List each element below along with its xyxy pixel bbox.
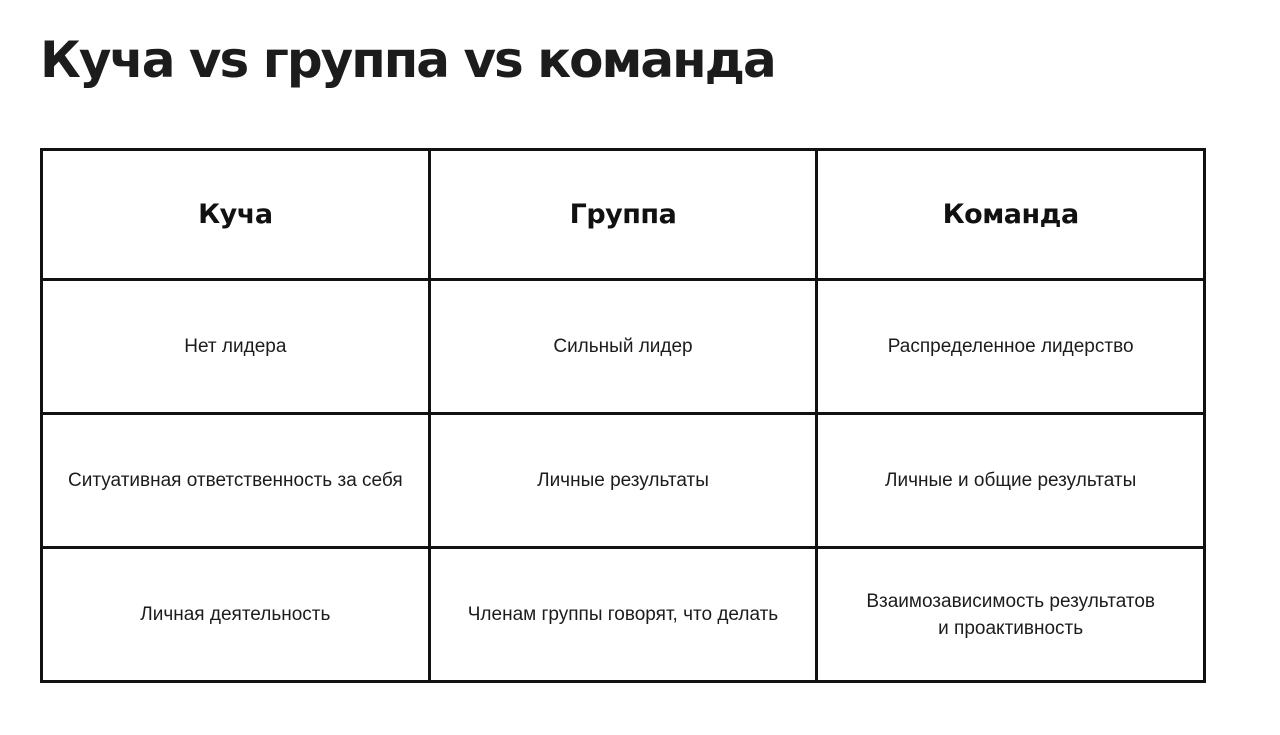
table-cell <box>817 548 1205 682</box>
table-cell <box>42 280 430 414</box>
cell-text: Личные и общие результаты <box>885 470 1137 491</box>
cell-text: Сильный лидер <box>553 336 693 357</box>
table-cell <box>42 548 430 682</box>
header-cell-group: Группа <box>429 150 817 280</box>
cell-text: Ситуативная ответственность за себя <box>68 470 403 491</box>
comparison-table <box>40 148 1206 683</box>
table-row <box>42 548 1205 682</box>
header-cell-heap: Куча <box>42 150 430 280</box>
table-cell <box>817 280 1205 414</box>
cell-text: Распределенное лидерство <box>887 336 1134 357</box>
cell-text-line-1: Взаимозависимость результатов <box>866 590 1155 612</box>
table-cell <box>42 414 430 548</box>
cell-text: Членам группы говорят, что делать <box>467 604 779 625</box>
table-cell <box>429 548 817 682</box>
table-row <box>42 414 1205 548</box>
cell-text: Нет лидера <box>184 336 287 357</box>
header-cell-team: Команда <box>817 150 1205 280</box>
table-cell <box>429 414 817 548</box>
cell-text: Личная деятельность <box>140 604 331 625</box>
table-header-row <box>42 150 1205 280</box>
page-title: Куча vs группа vs команда <box>40 31 775 89</box>
cell-text: Личные результаты <box>537 470 709 491</box>
table-cell <box>429 280 817 414</box>
cell-text-line-2: и проактивность <box>938 617 1084 639</box>
table-cell <box>817 414 1205 548</box>
table-row <box>42 280 1205 414</box>
